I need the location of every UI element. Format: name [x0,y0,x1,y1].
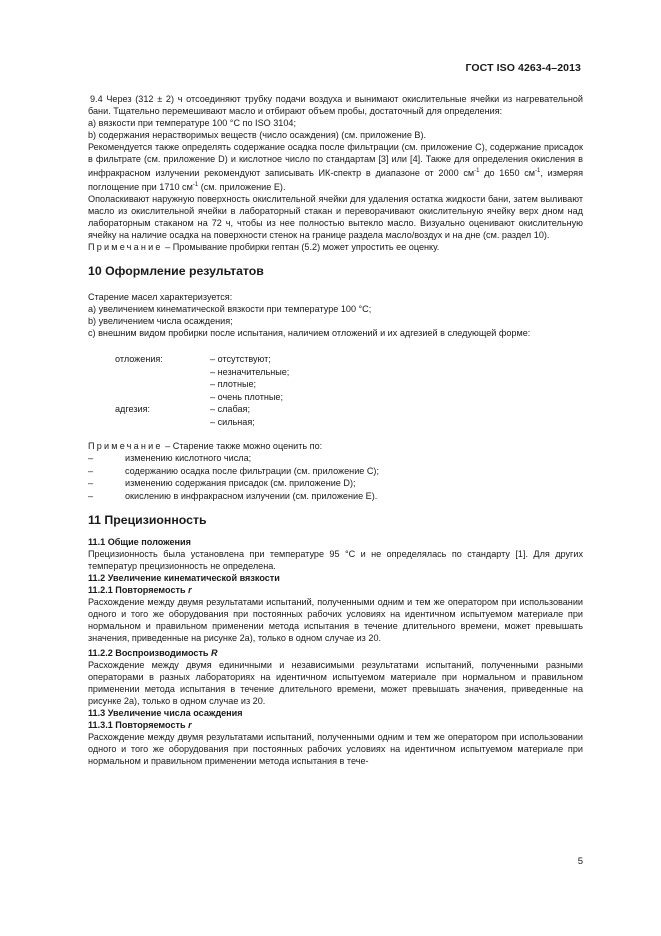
table-row [88,403,583,416]
section-11-1-text: Прецизионность была установлена при температуре 95 °С и не определялась по стандарту [1]. Для других температур прецизионность не определена. [88,549,583,572]
list-item-a [88,117,583,129]
note-item: окислению в инфракрасном излучении (см. приложение Е). [125,490,378,501]
recommend-text-4: (см. приложение Е). [198,182,286,193]
table-row [88,353,583,366]
deposit-value: – плотные; [210,379,257,390]
section-11-1-title: 11.1 Общие положения [88,537,191,548]
table-row [88,416,583,429]
adhesion-value: – сильная; [210,416,255,427]
recommend-text-2: до 1650 см [479,168,536,179]
section-10-item-c: c) внешним видом пробирки после испытания, наличием отложений и их адгезией в следующей форме: [88,328,531,339]
rinse-text: Ополаскивают наружную поверхность окислительной ячейки для удаления остатка жидкости бани, затем выливают масло из окислительной ячейки в лабораторный стакан и переворачивают окислительную ячейку верх дном над лабораторным стаканом на 72 ч, чтобы из нее полностью вытекло масло. Визуально оценивают окислительную ячейку на наличие осадка на поверхности стенок на границе раздела масло/воздух и на дне (см. раздел 10). [88,194,583,241]
paragraph-rinse [88,193,583,241]
heading-text: 11.2.1 Повторяемость [88,585,189,596]
list-item-b [88,129,583,141]
section-11-2-title: 11.2 Увеличение кинематической вязкости [88,573,280,584]
document-header: ГОСТ ISO 4263-4–2013 [465,62,581,74]
dash-marker: – [88,478,94,489]
section-11-2-1-text: Расхождение между двумя результатами испытаний, полученными одним и тем же оператором при использовании одного и того же оборудования при постоянных рабочих условиях на идентичном испытуемом материале при нормальном и правильном применении метода испытания в течение длительного времени, может превышать значения, приведенные на рисунке 2а), только в одном случае из 20. [88,597,583,644]
dash-marker: – [88,465,94,476]
table-row [88,366,583,379]
dash-marker: – [88,490,94,501]
note-item: содержанию осадка после фильтрации (см. приложение С); [125,465,379,476]
adhesion-label: адгезия: [115,404,151,415]
paragraph-9-4 [88,93,583,117]
deposit-value: – очень плотные; [210,391,284,402]
superscript: -1 [192,182,199,189]
dash-marker: – [88,453,94,464]
deposit-value: – отсутствуют; [210,354,271,365]
superscript: -1 [474,168,480,174]
list-item-b-text: b) содержания нерастворимых веществ (число осаждения) (см. приложение В). [88,130,427,140]
list-item [88,477,583,490]
list-item [88,490,583,503]
deposits-table [88,353,583,428]
section-10-intro: Старение масел характеризуется: [88,292,233,303]
section-11-2-2-text: Расхождение между двумя единичными и независимыми результатами испытаний, полученными разными операторами в разных лабораториях на идентичном испытуемом материале при нормальном и правильном применении метода испытания в течение длительного времени, может превышать значения, приведенные на рисунке 2а), только в одном случае из 20. [88,660,583,707]
note-text: – Промывание пробирки гептан (5.2) может упростить ее оценку. [162,242,440,253]
section-10-item-a: a) увеличением кинематической вязкости при температуре 100 °С; [88,304,372,315]
symbol: r [188,585,192,596]
symbol: R [211,648,218,659]
section-11-3-1-text: Расхождение между двумя результатами испытаний, полученными одним и тем же оператором при использовании одного и того же оборудования при постоянных рабочих условиях на идентичном испытуемом материале при нормальном и правильном применении метода испытания в тече- [88,732,583,767]
note-item: изменению содержания присадок (см. приложение D); [125,478,356,489]
recommend-text-1: Рекомендуется также определять содержание осадка после фильтрации (см. приложение С), содержание присадок в фильтрате (см. приложение D) и кислотное число по стандартам [3] или [4]. Также для определения окисления в инфракрасном излучении рекомендуют записывать ИК-спектр в диапазоне от 2000 см [88,142,583,179]
note-10 [88,440,583,452]
note-9 [88,241,583,253]
note-label: Примечание [88,441,163,452]
section-10-item-b: b) увеличением числа осаждения; [88,316,233,327]
note-label: Примечание [88,242,163,253]
table-row [88,378,583,391]
deposits-label: отложения: [115,354,163,365]
page-number: 5 [577,856,583,867]
section-10-title: 10 Оформление результатов [88,264,264,279]
note-text: – Старение также можно оценить по: [162,441,323,452]
symbol: r [188,720,192,731]
list-item [88,452,583,465]
document-body [88,93,583,767]
section-11-3-title: 11.3 Увеличение числа осаждения [88,708,243,719]
heading-text: 11.2.2 Воспроизводимость [88,648,212,659]
heading-text: 11.3.1 Повторяемость [88,720,189,731]
recommend-text-3: , измеряя поглощение при 1710 см [88,168,583,193]
table-row [88,391,583,404]
list-item [88,465,583,478]
list-item-a-text: a) вязкости при температуре 100 °С по ISO 3104; [88,118,296,128]
adhesion-value: – слабая; [210,404,251,415]
superscript: -1 [535,168,541,174]
paragraph-9-4-text: 9.4 Через (312 ± 2) ч отсоединяют трубку подачи воздуха и вынимают окислительные ячейки из нагревательной бани. Тщательно перемешивают масло и отбирают объем пробы, достаточный для определения: [88,94,583,116]
section-11-title: 11 Прецизионность [88,513,207,528]
deposit-value: – незначительные; [210,366,290,377]
section-11-3-1-title [88,719,583,731]
section-11-2-2-title [88,647,583,659]
section-11-2-1-title [88,584,583,596]
note-item: изменению кислотного числа; [125,453,252,464]
paragraph-recommend [88,141,583,193]
